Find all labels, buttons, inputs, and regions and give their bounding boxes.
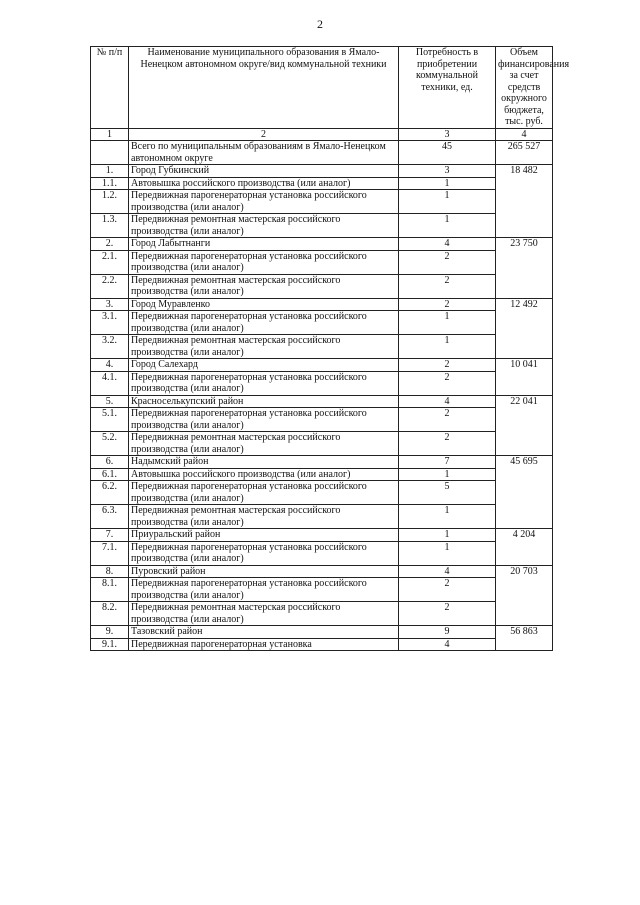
region-quantity: 7	[399, 456, 496, 469]
item-quantity: 2	[399, 602, 496, 626]
item-name: Передвижная ремонтная мастерская российского производства (или аналог)	[129, 602, 399, 626]
region-funding: 12 492	[496, 298, 553, 359]
item-quantity: 1	[399, 541, 496, 565]
item-row	[91, 481, 553, 505]
item-quantity: 1	[399, 311, 496, 335]
region-funding: 10 041	[496, 359, 553, 396]
region-name: Город Муравленко	[129, 298, 399, 311]
region-number: 7.	[91, 529, 129, 542]
item-number: 1.2.	[91, 190, 129, 214]
item-number: 5.1.	[91, 408, 129, 432]
item-name: Передвижная парогенераторная установка	[129, 638, 399, 651]
item-number: 1.1.	[91, 177, 129, 190]
total-number	[91, 141, 129, 165]
item-row	[91, 602, 553, 626]
item-row	[91, 274, 553, 298]
header-quantity: Потребность в приобретении коммунальной техники, ед.	[399, 47, 496, 129]
column-number: 3	[399, 128, 496, 141]
region-funding: 4 204	[496, 529, 553, 566]
region-funding: 45 695	[496, 456, 553, 529]
item-row	[91, 250, 553, 274]
item-name: Передвижная ремонтная мастерская российского производства (или аналог)	[129, 335, 399, 359]
region-number: 6.	[91, 456, 129, 469]
region-number: 4.	[91, 359, 129, 372]
region-quantity: 3	[399, 165, 496, 178]
item-row	[91, 311, 553, 335]
region-quantity: 1	[399, 529, 496, 542]
item-number: 4.1.	[91, 371, 129, 395]
region-number: 5.	[91, 395, 129, 408]
item-row	[91, 214, 553, 238]
region-row	[91, 395, 553, 408]
column-number: 4	[496, 128, 553, 141]
item-quantity: 2	[399, 408, 496, 432]
item-number: 1.3.	[91, 214, 129, 238]
item-row	[91, 468, 553, 481]
item-number: 2.2.	[91, 274, 129, 298]
region-row	[91, 298, 553, 311]
region-funding: 20 703	[496, 565, 553, 626]
total-name: Всего по муниципальным образованиям в Ямало-Ненецком автономном округе	[129, 141, 399, 165]
region-name: Тазовский район	[129, 626, 399, 639]
region-funding: 22 041	[496, 395, 553, 456]
item-name: Передвижная ремонтная мастерская российского производства (или аналог)	[129, 214, 399, 238]
region-quantity: 4	[399, 565, 496, 578]
total-funding: 265 527	[496, 141, 553, 165]
item-number: 6.3.	[91, 505, 129, 529]
region-row	[91, 165, 553, 178]
region-funding: 18 482	[496, 165, 553, 238]
item-quantity: 1	[399, 190, 496, 214]
region-quantity: 4	[399, 395, 496, 408]
region-number: 3.	[91, 298, 129, 311]
item-number: 7.1.	[91, 541, 129, 565]
item-row	[91, 408, 553, 432]
item-name: Передвижная ремонтная мастерская российского производства (или аналог)	[129, 505, 399, 529]
region-quantity: 2	[399, 298, 496, 311]
column-number-row	[91, 128, 553, 141]
region-number: 2.	[91, 238, 129, 251]
total-row	[91, 141, 553, 165]
funding-table	[90, 46, 570, 651]
region-funding: 23 750	[496, 238, 553, 299]
item-name: Передвижная парогенераторная установка российского производства (или аналог)	[129, 541, 399, 565]
item-number: 9.1.	[91, 638, 129, 651]
header-funding: Объем финансирования за счет средств окружного бюджета, тыс. руб.	[496, 47, 553, 129]
item-number: 3.2.	[91, 335, 129, 359]
item-name: Автовышка российского производства (или аналог)	[129, 177, 399, 190]
total-quantity: 45	[399, 141, 496, 165]
column-number: 1	[91, 128, 129, 141]
region-row	[91, 565, 553, 578]
item-row	[91, 541, 553, 565]
item-number: 6.2.	[91, 481, 129, 505]
region-number: 8.	[91, 565, 129, 578]
item-name: Передвижная парогенераторная установка российского производства (или аналог)	[129, 408, 399, 432]
item-name: Передвижная ремонтная мастерская российского производства (или аналог)	[129, 432, 399, 456]
item-row	[91, 578, 553, 602]
header-number: № п/п	[91, 47, 129, 129]
region-row	[91, 626, 553, 639]
region-name: Приуральский район	[129, 529, 399, 542]
item-name: Автовышка российского производства (или аналог)	[129, 468, 399, 481]
item-row	[91, 190, 553, 214]
item-quantity: 1	[399, 177, 496, 190]
table-header-row	[91, 47, 553, 129]
item-quantity: 5	[399, 481, 496, 505]
item-quantity: 1	[399, 468, 496, 481]
item-name: Передвижная парогенераторная установка российского производства (или аналог)	[129, 371, 399, 395]
item-number: 8.1.	[91, 578, 129, 602]
region-name: Надымский район	[129, 456, 399, 469]
region-name: Город Салехард	[129, 359, 399, 372]
item-quantity: 1	[399, 505, 496, 529]
region-quantity: 2	[399, 359, 496, 372]
item-name: Передвижная парогенераторная установка российского производства (или аналог)	[129, 311, 399, 335]
region-row	[91, 238, 553, 251]
item-row	[91, 177, 553, 190]
column-number: 2	[129, 128, 399, 141]
item-name: Передвижная парогенераторная установка российского производства (или аналог)	[129, 190, 399, 214]
item-quantity: 2	[399, 274, 496, 298]
item-name: Передвижная парогенераторная установка российского производства (или аналог)	[129, 578, 399, 602]
item-quantity: 1	[399, 214, 496, 238]
region-number: 1.	[91, 165, 129, 178]
region-row	[91, 456, 553, 469]
item-name: Передвижная парогенераторная установка российского производства (или аналог)	[129, 481, 399, 505]
item-name: Передвижная ремонтная мастерская российского производства (или аналог)	[129, 274, 399, 298]
page-number: 2	[317, 17, 323, 31]
region-name: Красноселькупский район	[129, 395, 399, 408]
item-row	[91, 335, 553, 359]
item-quantity: 2	[399, 371, 496, 395]
region-name: Город Лабытнанги	[129, 238, 399, 251]
item-quantity: 1	[399, 335, 496, 359]
item-quantity: 2	[399, 578, 496, 602]
region-quantity: 4	[399, 238, 496, 251]
item-row	[91, 638, 553, 651]
item-row	[91, 505, 553, 529]
region-funding: 56 863	[496, 626, 553, 651]
region-row	[91, 359, 553, 372]
header-name: Наименование муниципального образования в Ямало-Ненецком автономном округе/вид коммунальной техники	[129, 47, 399, 129]
item-quantity: 2	[399, 250, 496, 274]
region-number: 9.	[91, 626, 129, 639]
item-number: 2.1.	[91, 250, 129, 274]
item-number: 6.1.	[91, 468, 129, 481]
item-row	[91, 371, 553, 395]
region-name: Пуровский район	[129, 565, 399, 578]
region-name: Город Губкинский	[129, 165, 399, 178]
item-name: Передвижная парогенераторная установка российского производства (или аналог)	[129, 250, 399, 274]
region-row	[91, 529, 553, 542]
item-quantity: 4	[399, 638, 496, 651]
item-number: 8.2.	[91, 602, 129, 626]
item-number: 5.2.	[91, 432, 129, 456]
item-number: 3.1.	[91, 311, 129, 335]
item-row	[91, 432, 553, 456]
item-quantity: 2	[399, 432, 496, 456]
region-quantity: 9	[399, 626, 496, 639]
